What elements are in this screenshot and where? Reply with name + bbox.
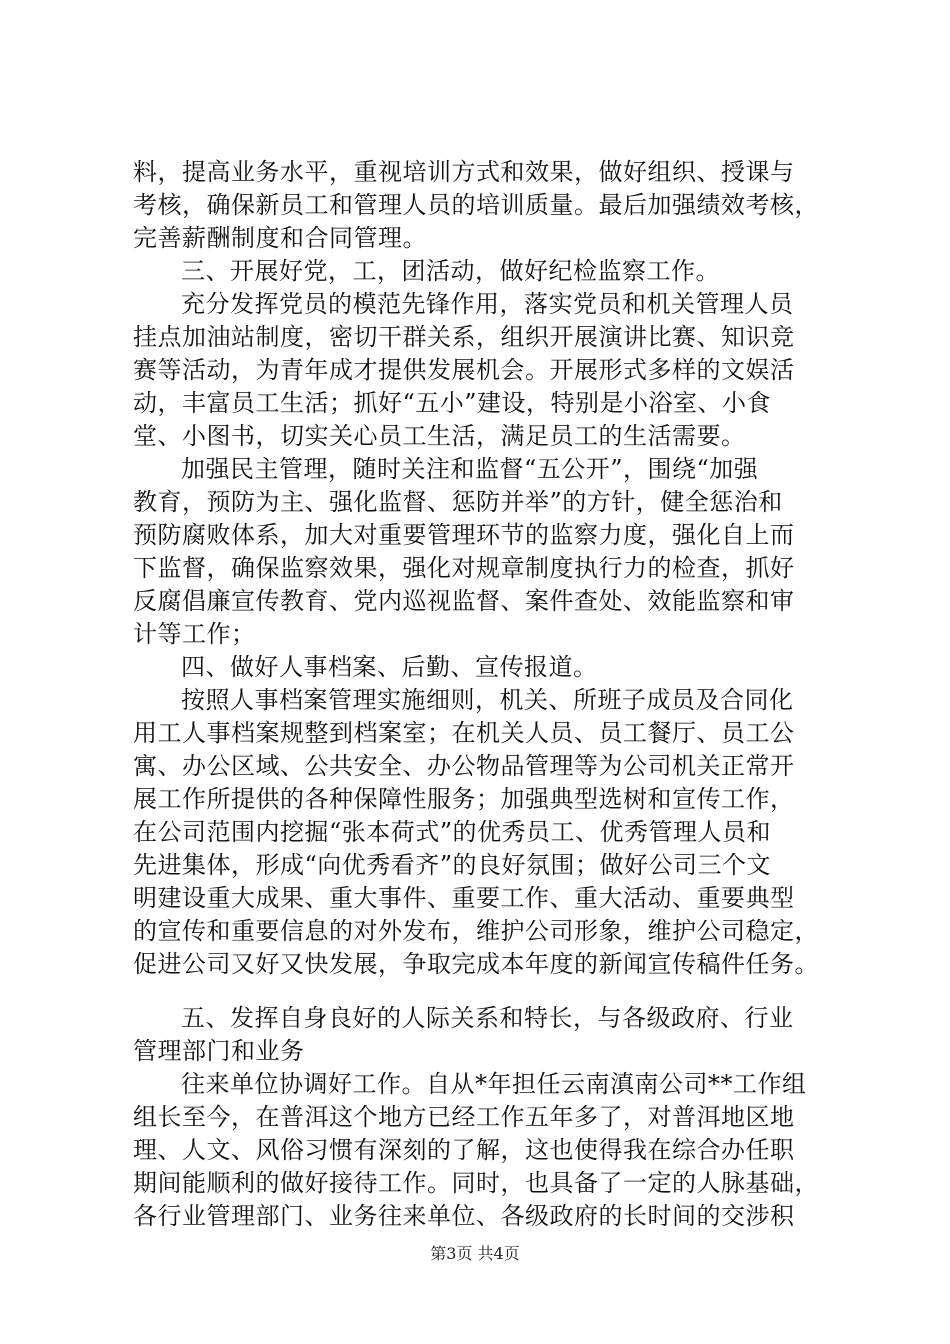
text-line: 料，提高业务水平，重视培训方式和效果，做好组织、授课与	[133, 158, 795, 186]
page-number-footer: 第3页 共4页	[430, 1244, 520, 1263]
text-line: 计等工作；	[133, 620, 256, 648]
text-line: 展工作所提供的各种保障性服务；加强典型选树和宣传工作，	[133, 785, 795, 813]
text-line: 按照人事档案管理实施细则，机关、所班子成员及合同化	[181, 686, 794, 714]
text-line: 先进集体，形成“向优秀看齐”的良好氛围；做好公司三个文	[133, 851, 772, 879]
text-line: 四、做好人事档案、后勤、宣传报道。	[181, 653, 598, 681]
text-line: 完善薪酬制度和合同管理。	[133, 224, 427, 252]
text-line: 明建设重大成果、重大事件、重要工作、重大活动、重要典型	[133, 884, 795, 912]
text-line: 加强民主管理，随时关注和监督“五公开”，围绕“加强	[181, 455, 759, 483]
text-line: 五、发挥自身良好的人际关系和特长，与各级政府、行业	[181, 1004, 794, 1032]
text-line: 动，丰富员工生活；抓好“五小”建设，特别是小浴室、小食	[133, 389, 772, 417]
text-line: 用工人事档案规整到档案室；在机关人员、员工餐厅、员工公	[133, 719, 795, 747]
text-line: 考核，确保新员工和管理人员的培训质量。最后加强绩效考核，	[133, 191, 819, 219]
text-line: 教育，预防为主、强化监督、惩防并举”的方针，健全惩治和	[133, 488, 783, 516]
text-line: 反腐倡廉宣传教育、党内巡视监督、案件查处、效能监察和审	[133, 587, 795, 615]
text-line: 理、人文、风俗习惯有深刻的了解，这也使得我在综合办任职	[133, 1136, 795, 1164]
text-line: 预防腐败体系，加大对重要管理环节的监察力度，强化自上而	[133, 521, 795, 549]
text-line: 各行业管理部门、业务往来单位、各级政府的长时间的交涉积	[133, 1202, 795, 1230]
text-line: 往来单位协调好工作。自从*年担任云南滇南公司**工作组	[181, 1070, 807, 1098]
text-line: 充分发挥党员的模范先锋作用，落实党员和机关管理人员	[181, 290, 794, 318]
text-line: 三、开展好党，工，团活动，做好纪检监察工作。	[181, 257, 720, 285]
text-line: 寓、办公区域、公共安全、办公物品管理等为公司机关正常开	[133, 752, 795, 780]
text-line: 赛等活动，为青年成才提供发展机会。开展形式多样的文娱活	[133, 356, 795, 384]
text-line: 期间能顺利的做好接待工作。同时，也具备了一定的人脉基础，	[133, 1169, 819, 1197]
text-line: 在公司范围内挖掘“张本荷式”的优秀员工、优秀管理人员和	[133, 818, 772, 846]
text-line: 的宣传和重要信息的对外发布，维护公司形象，维护公司稳定，	[133, 917, 819, 945]
text-line: 下监督，确保监察效果，强化对规章制度执行力的检查，抓好	[133, 554, 795, 582]
text-line: 促进公司又好又快发展，争取完成本年度的新闻宣传稿件任务。	[133, 950, 819, 978]
text-line: 堂、小图书，切实关心员工生活，满足员工的生活需要。	[133, 422, 746, 450]
text-line: 组长至今，在普洱这个地方已经工作五年多了，对普洱地区地	[133, 1103, 795, 1131]
text-line: 挂点加油站制度，密切干群关系，组织开展演讲比赛、知识竞	[133, 323, 795, 351]
text-line: 管理部门和业务	[133, 1037, 305, 1065]
